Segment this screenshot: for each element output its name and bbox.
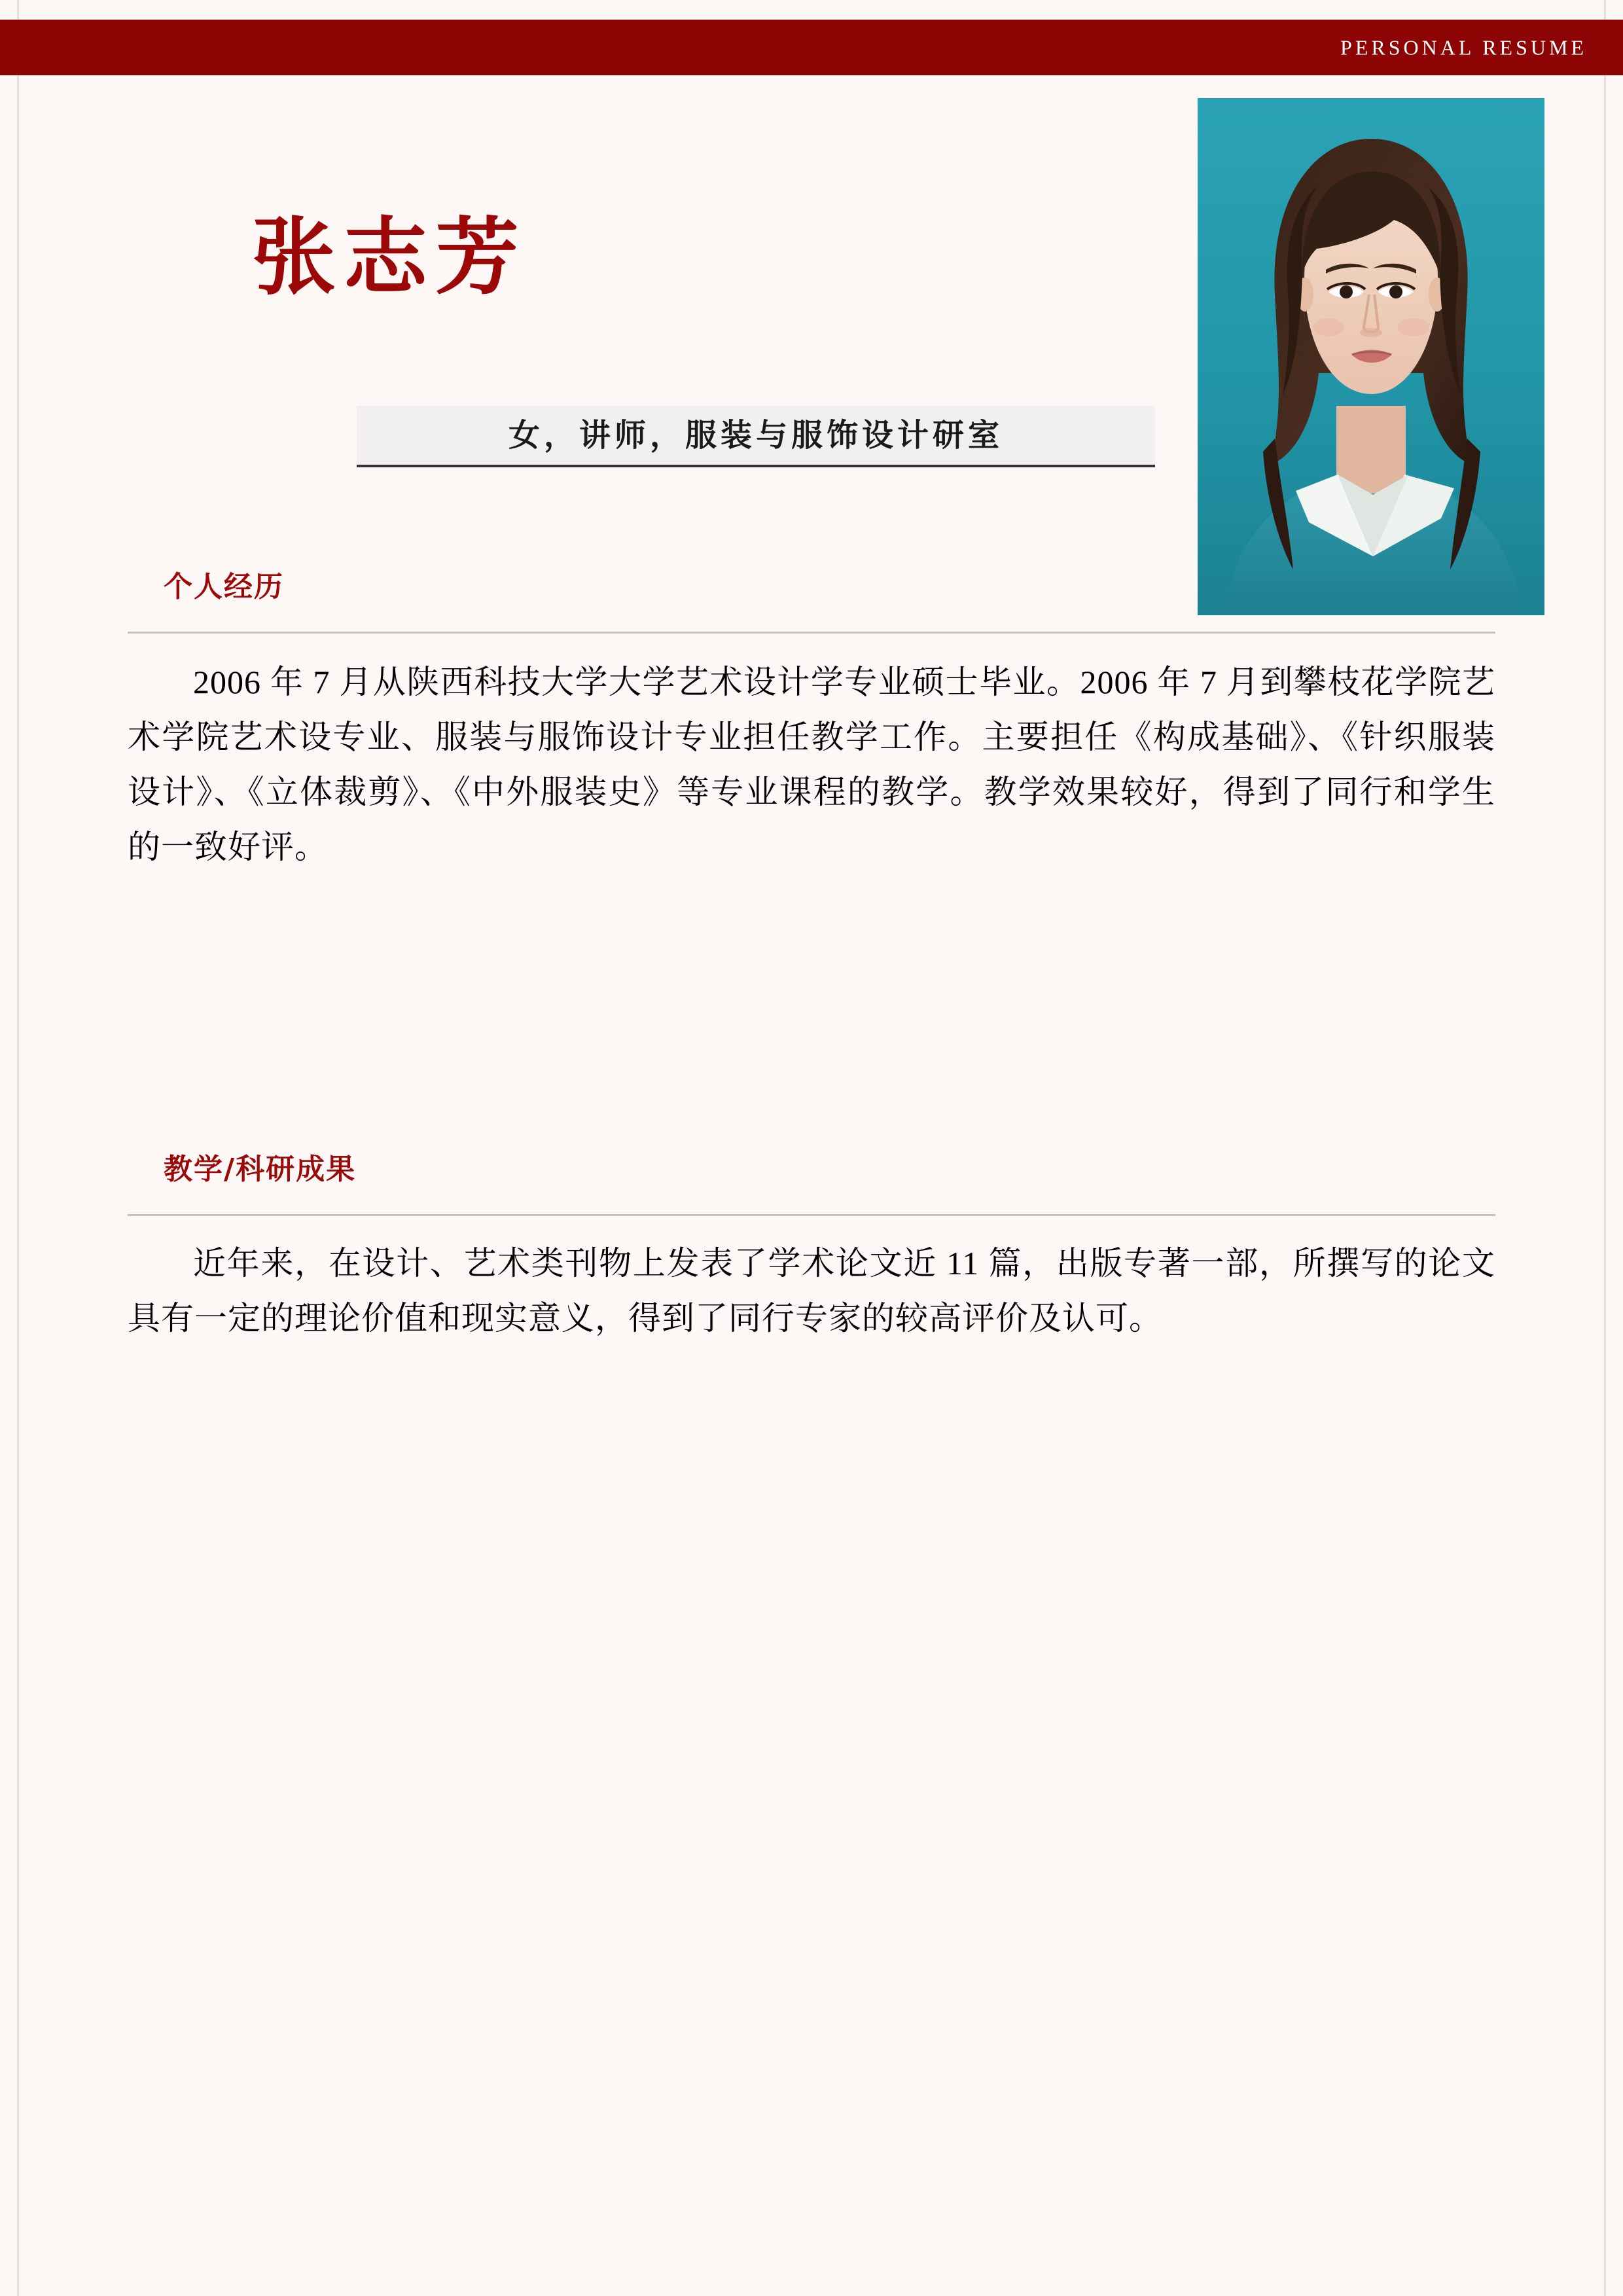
portrait-illustration bbox=[1198, 98, 1544, 615]
section-body-experience: 2006 年 7 月从陕西科技大学大学艺术设计学专业硕士毕业。2006 年 7 月到攀枝花学院艺术学院艺术设专业、服装与服饰设计专业担任教学工作。主要担任《构成基础》、《针织服装设计》、《立体裁剪》、《中外服装史》等专业课程的教学。教学效果较好，得到了同行和学生的一致好评。 bbox=[128, 664, 1495, 865]
section-heading-experience: 个人经历 bbox=[164, 570, 284, 603]
subtitle-bar bbox=[357, 406, 1155, 467]
section-heading-achievements: 教学/科研成果 bbox=[164, 1153, 357, 1186]
section-body-achievements: 近年来，在设计、艺术类刊物上发表了学术论文近 11 篇，出版专著一部，所撰写的论文具有一定的理论价值和现实意义，得到了同行专家的较高评价及认可。 bbox=[128, 1245, 1495, 1336]
section-rule-achievements bbox=[128, 1214, 1495, 1216]
right-edge-rule bbox=[1604, 0, 1606, 2296]
page-title: 张志芳 bbox=[252, 209, 527, 306]
avatar bbox=[1198, 98, 1544, 615]
top-banner bbox=[0, 20, 1623, 75]
subtitle-text: 女，讲师，服装与服饰设计研室 bbox=[508, 417, 1003, 454]
banner-label: PERSONAL RESUME bbox=[1340, 35, 1587, 59]
section-rule-experience bbox=[128, 632, 1495, 634]
left-edge-rule bbox=[17, 0, 19, 2296]
